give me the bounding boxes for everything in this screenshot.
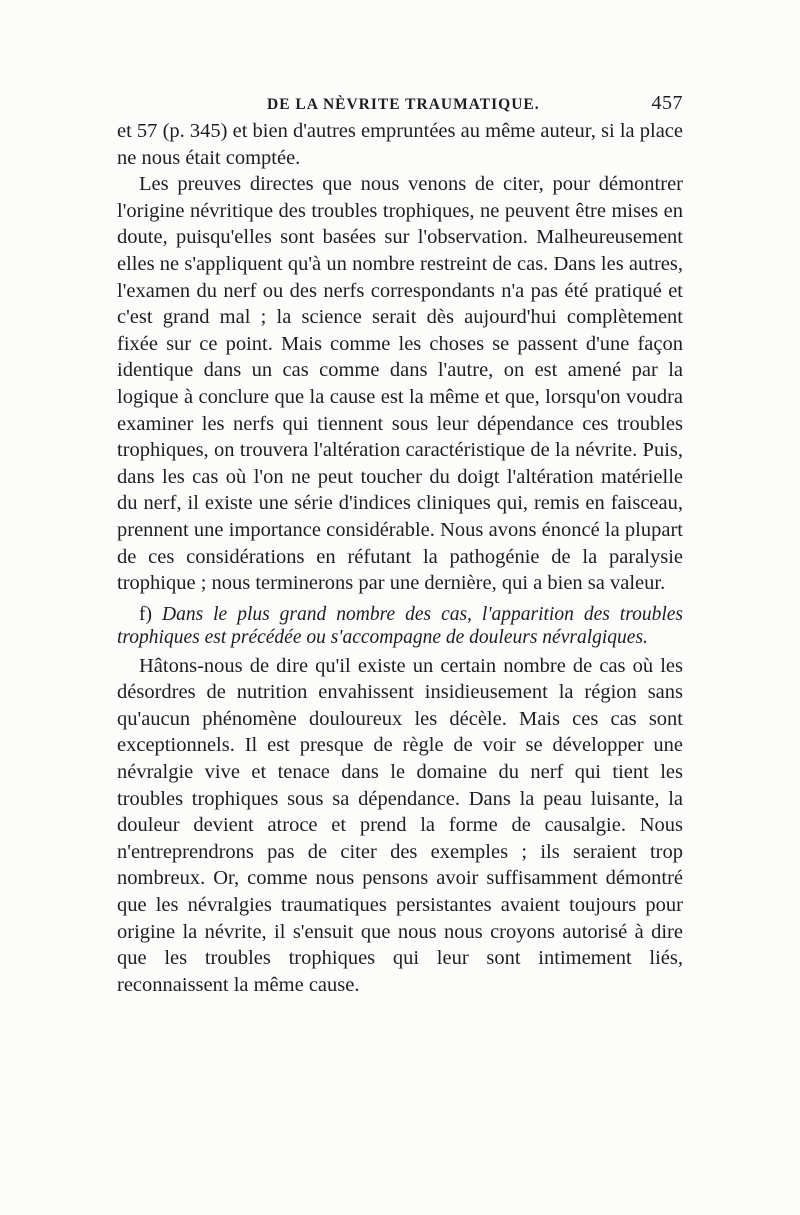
section-heading-f: [117, 603, 683, 649]
body-text: [117, 118, 683, 998]
page-number: 457: [651, 92, 683, 114]
section-heading-text: Dans le plus grand nombre des cas, l'apparition des troubles trophiques est précédée ou s'accompagne de douleurs névralgiques.: [117, 603, 684, 648]
paragraph-direct-evidence: Les preuves directes que nous venons de citer, pour démontrer l'origine névritique des troubles trophiques, ne peuvent être mises en doute, puisqu'elles sont basées sur l'observation. Malheureusement elles ne s'appliquent qu'à un nombre restreint de cas. Dans les autres, l'examen du nerf ou des nerfs correspondants n'a pas été pratiqué et c'est grand mal ; la science serait dès aujourd'hui complètement fixée sur ce point. Mais comme les choses se passent d'une façon identique dans un cas comme dans l'autre, on est amené par la logique à conclure que la cause est la même et que, lorsqu'on voudra examiner les nerfs qui tiennent sous leur dépendance ces troubles trophiques, on trouvera l'altération caractéristique de la névrite. Puis, dans les cas où l'on ne peut toucher du doigt l'altération matérielle du nerf, il existe une série d'indices cliniques qui, remis en faisceau, prennent une importance considérable. Nous avons énoncé la plupart de ces considérations en réfutant la pathogénie de la paralysie trophique ; nous terminerons par une dernière, qui a bien sa valeur.: [117, 173, 683, 595]
paragraph-neuralgia: Hâtons-nous de dire qu'il existe un certain nombre de cas où les désordres de nutrition envahissent insidieusement la région sans qu'aucun phénomène douloureux les décèle. Mais ces cas sont exceptionnels. Il est presque de règle de voir se développer une névralgie vive et tenace dans le domaine du nerf qui tient les troubles trophiques sous sa dépendance. Dans la peau luisante, la douleur devient atroce et prend la forme de causalgie. Nous n'entreprendrons pas de citer des exemples ; ils seraient trop nombreux. Or, comme nous pensons avoir suffisamment démontré que les névralgies traumatiques persistantes avaient toujours pour origine la névrite, il s'ensuit que nous nous croyons autorisé à dire que les troubles trophiques qui leur sont intimement liés, reconnaissent la même cause.: [117, 654, 683, 996]
running-title: DE LA NÈVRITE TRAUMATIQUE.: [267, 96, 540, 113]
section-marker: f): [139, 603, 152, 625]
book-page: [117, 92, 683, 998]
running-head: [117, 92, 683, 118]
paragraph-continuation: et 57 (p. 345) et bien d'autres empruntées au même auteur, si la place ne nous était comptée.: [117, 120, 683, 169]
